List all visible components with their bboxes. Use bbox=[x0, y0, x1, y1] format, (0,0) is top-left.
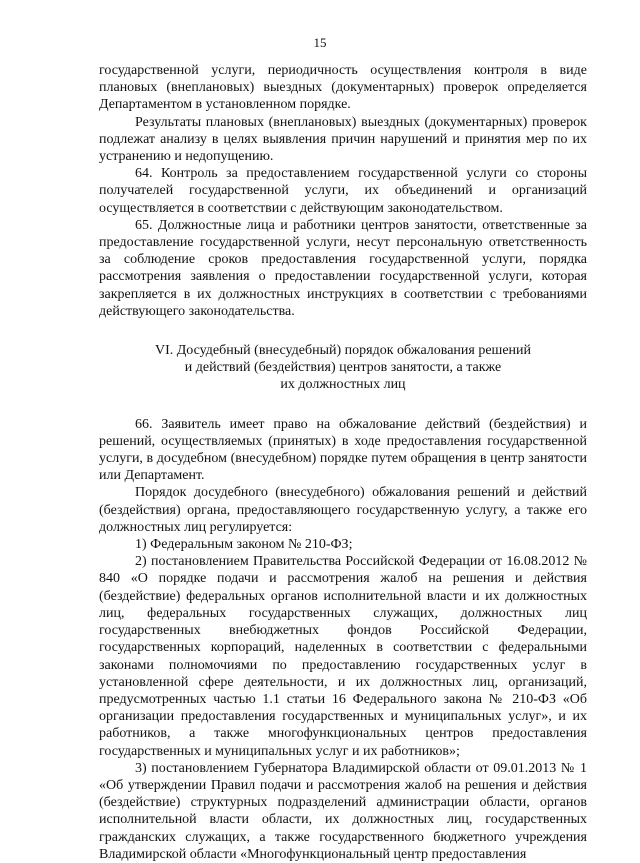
section-heading-line: их должностных лиц bbox=[280, 377, 406, 393]
section-heading-line: VI. Досудебный (внесудебный) порядок обжалования решений bbox=[154, 343, 532, 359]
paragraph: государственной услуги, периодичность осуществления контроля в виде плановых (внеплановых) выездных (документарных) проверок определяется Департаментом в установленном порядке. bbox=[99, 63, 587, 113]
list-item: 3) постановлением Губернатора Владимирской области от 09.01.2013 № 1 «Об утверждении Правил подачи и рассмотрения жалоб на решения и действия (бездействие) структурных подразделений администрации области, органов исполнительной власти области, их должностных лиц, государственных гражданских служащих, а также государственного бюджетного учреждения Владимирской области «Многофункциональный центр предоставления bbox=[99, 760, 587, 862]
section-heading-line: и действий (бездействия) центров занятости, а также bbox=[184, 360, 502, 376]
section-heading bbox=[99, 342, 587, 394]
document-body bbox=[99, 62, 587, 863]
paragraph-item-64: 64. Контроль за предоставлением государственной услуги со стороны получателей государственной услуги, их объединений и организаций осуществляется в соответствии с действующим законодательством. bbox=[99, 166, 587, 216]
paragraph: Порядок досудебного (внесудебного) обжалования решений и действий (бездействия) органа, предоставляющего государственную услугу, а также его должностных лиц регулируется: bbox=[99, 485, 587, 535]
paragraph-item-66: 66. Заявитель имеет право на обжалование действий (бездействия) и решений, осуществляемых (принятых) в ходе предоставления государственной услуги, в досудебном (внесудебном) порядке путем обращения в центр занятости или Департамент. bbox=[99, 416, 587, 484]
paragraph-item-65: 65. Должностные лица и работники центров занятости, ответственные за предоставление государственной услуги, несут персональную ответственность за соблюдение сроков предоставления государственной услуги, порядка рассмотрения заявления о предоставлении государственной услуги, которая закрепляется в их должностных инструкциях в соответствии с требованиями действующего законодательства. bbox=[99, 217, 587, 319]
list-item: 2) постановлением Правительства Российской Федерации от 16.08.2012 № 840 «О порядке подачи и рассмотрения жалоб на решения и действия (бездействие) федеральных органов исполнительной власти и их должностных лиц, федеральных государственных служащих, должностных лиц государственных внебюджетных фондов Российской Федерации, государственных корпораций, наделенных в соответствии с федеральными законами полномочиями по предоставлению государственных услуг в установленной сфере деятельности, и их должностных лиц, организаций, предусмотренных частью 1.1 статьи 16 Федерального закона № 210-ФЗ «Об организации предоставления государственных и муниципальных услуг», и их работников, а также многофункциональных центров предоставления государственных и муниципальных услуг и их работников»; bbox=[99, 554, 587, 759]
page-number: 15 bbox=[313, 35, 327, 50]
paragraph: Результаты плановых (внеплановых) выездных (документарных) проверок подлежат анализу в целях выявления причин нарушений и принятия мер по их устранению и недопущению. bbox=[99, 114, 587, 165]
list-item: 1) Федеральным законом № 210-ФЗ; bbox=[135, 537, 353, 553]
